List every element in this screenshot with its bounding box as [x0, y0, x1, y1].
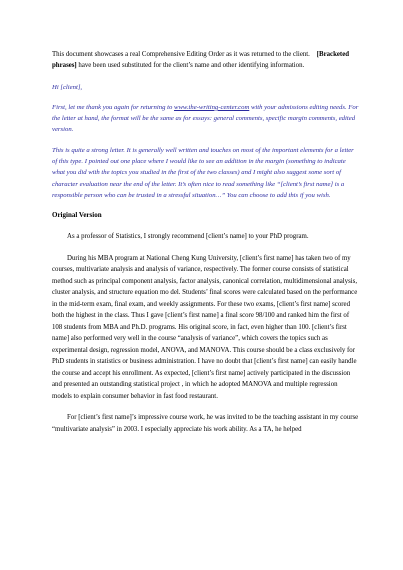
intro-text-after: have been used substituted for the client’s name and other identifying information.	[76, 62, 305, 70]
bracketed-phrases-label: [Bracketed phrases]	[52, 51, 350, 70]
editor-note-1-after: with your admissions editing needs. For the letter at hand, the format will be the same as for essays: general comments, specific margin comments, edited version.	[52, 103, 359, 134]
editor-note-1	[52, 102, 359, 136]
original-version-heading: Original Version	[52, 211, 102, 220]
letter-paragraph-1: As a professor of Statistics, I strongly recommend [client’s name] to your PhD program.	[67, 233, 309, 241]
editor-note-2: This is quite a strong letter. It is generally well written and touches on most of the important elements for a letter of this type. I pointed out one place where I would like to see an addition in the margin (something to indicate what you did with the topics you studied in the first of the two classes) and I might also suggest some sort of character evaluation near the end of the letter. It’s often nice to read something like “[client’s first name] is a responsible person who can be trusted in a stressful situation…” You can choose to add this if you wish.	[52, 146, 354, 199]
editor-greeting: Hi [client],	[52, 83, 83, 91]
intro-paragraph	[52, 49, 359, 72]
website-link[interactable]: www.the-writing-center.com	[173, 103, 250, 111]
letter-paragraph-3: For [client’s first name]’s impressive course work, he was invited to be the teaching assistant in my course “multivariate analysis” in 2003. I especially appreciate his work ability. As a TA, he helped	[52, 414, 359, 433]
letter-paragraph-2: During his MBA program at National Cheng Kung University, [client’s first name] has taken two of my courses, multivariate analysis and analysis of variance, respectively. The former course consists of statistical method such as principal component analysis, factor analysis, canonical correlation, multidimensional analysis, cluster analysis, and structure equation mo del. Students’ final scores were calculated based on the performance in the mid-term exam, final exam, and weekly assignments. For these two exams, [client’s first name] scored both the highest in the class. Thus I gave [client’s first name] a final score 98/100 and ranked him the first of 108 students from MBA and Ph.D. programs. His original score, in fact, even higher than 100. [client’s first name] also performed very well in the course “analysis of variance”, which covers the topics such as experimental design, regression model, ANOVA, and MANOVA. This course should be a class exclusively for PhD students in statistics or business administration. I have no doubt that [client’s first name] can easily handle the course and accept his enrollment. As expected, [client’s first name] actively participated in the discussion and presented an outstanding statistical project , in which he adopted MANOVA and multiple regression models to explain consumer behavior in fast food restaurant.	[52, 254, 358, 400]
editor-note-1-before: First, let me thank you again for returning to	[52, 103, 174, 111]
intro-text-before: This document showcases a real Comprehensive Editing Order as it was returned to the client.	[52, 51, 310, 58]
